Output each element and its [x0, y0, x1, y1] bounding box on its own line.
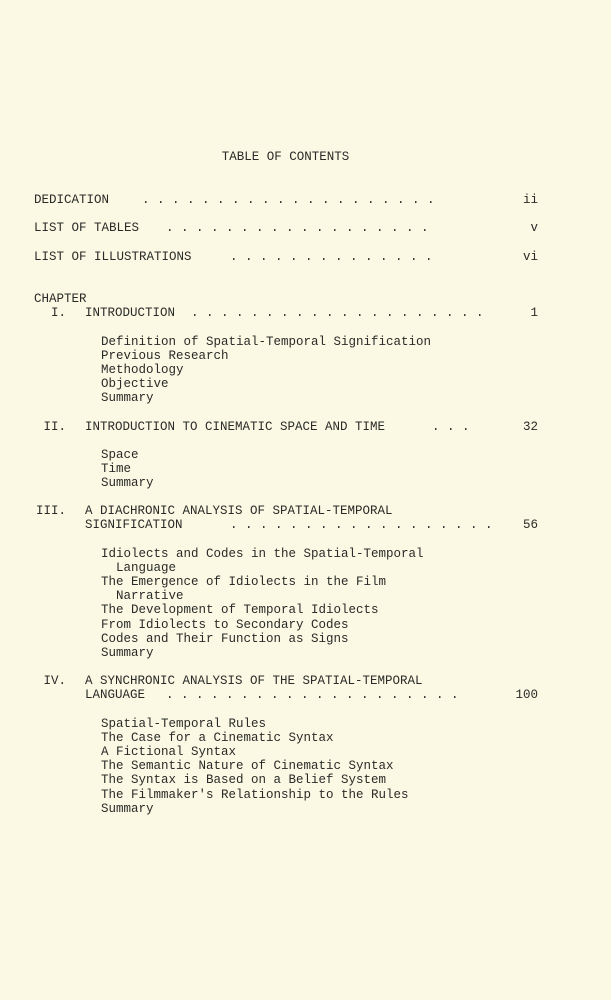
toc-page-number: 32 — [522, 420, 538, 434]
section-item: Time — [101, 462, 132, 476]
section-item: Previous Research — [101, 349, 229, 363]
section-item: Summary — [101, 802, 154, 816]
section-item: The Emergence of Idiolects in the Film — [101, 575, 387, 589]
chapter-number: IV. — [43, 674, 66, 688]
chapter-title: A DIACHRONIC ANALYSIS OF SPATIAL-TEMPORAL — [85, 504, 393, 518]
section-item: Spatial-Temporal Rules — [101, 717, 267, 731]
toc-dot-leader: . . . . . . . . . . . . . . — [230, 250, 433, 264]
toc-dot-leader: . . . . . . . . . . . . . . . . . . . . — [191, 306, 484, 320]
chapter-title-continued: SIGNIFICATION — [85, 518, 183, 532]
chapter-title: A SYNCHRONIC ANALYSIS OF THE SPATIAL-TEMPORAL — [85, 674, 423, 688]
section-item: Summary — [101, 391, 154, 405]
toc-entry-label: LIST OF TABLES — [34, 221, 140, 235]
section-item: The Development of Temporal Idiolects — [101, 603, 379, 617]
toc-dot-leader: . . . . . . . . . . . . . . . . . . . . — [166, 688, 459, 702]
toc-entry-label: DEDICATION — [34, 193, 110, 207]
section-item: The Case for a Cinematic Syntax — [101, 731, 334, 745]
chapter-title: INTRODUCTION TO CINEMATIC SPACE AND TIME — [85, 420, 386, 434]
section-item: The Syntax is Based on a Belief System — [101, 773, 387, 787]
toc-dot-leader: . . . . . . . . . . . . . . . . . . — [230, 518, 493, 532]
section-item: The Semantic Nature of Cinematic Syntax — [101, 759, 394, 773]
page-title: TABLE OF CONTENTS — [221, 150, 350, 164]
toc-page-number: 1 — [530, 306, 538, 320]
chapter-title-continued: LANGUAGE — [85, 688, 146, 702]
section-item: Summary — [101, 476, 154, 490]
section-item: The Filmmaker's Relationship to the Rules — [101, 788, 409, 802]
chapter-title: INTRODUCTION — [85, 306, 176, 320]
chapter-heading: CHAPTER — [34, 292, 87, 306]
section-item: Objective — [101, 377, 169, 391]
toc-dot-leader: . . . — [432, 420, 470, 434]
chapter-number: II. — [43, 420, 66, 434]
section-item: Summary — [101, 646, 154, 660]
section-item: Codes and Their Function as Signs — [101, 632, 349, 646]
section-item: Narrative — [101, 589, 184, 603]
section-item: Idiolects and Codes in the Spatial-Temporal — [101, 547, 424, 561]
toc-page-number: 56 — [522, 518, 538, 532]
toc-page-number: ii — [522, 193, 538, 207]
section-item: Definition of Spatial-Temporal Signification — [101, 335, 432, 349]
toc-page-number: v — [530, 221, 538, 235]
section-item: A Fictional Syntax — [101, 745, 237, 759]
section-item: Methodology — [101, 363, 184, 377]
section-item: Language — [101, 561, 177, 575]
toc-page-number: vi — [522, 250, 538, 264]
section-item: Space — [101, 448, 139, 462]
toc-dot-leader: . . . . . . . . . . . . . . . . . . . . — [142, 193, 435, 207]
toc-dot-leader: . . . . . . . . . . . . . . . . . . — [166, 221, 429, 235]
toc-entry-label: LIST OF ILLUSTRATIONS — [34, 250, 192, 264]
section-item: From Idiolects to Secondary Codes — [101, 618, 349, 632]
chapter-number: I. — [50, 306, 66, 320]
toc-page-number: 100 — [515, 688, 538, 702]
chapter-number: III. — [35, 504, 66, 518]
